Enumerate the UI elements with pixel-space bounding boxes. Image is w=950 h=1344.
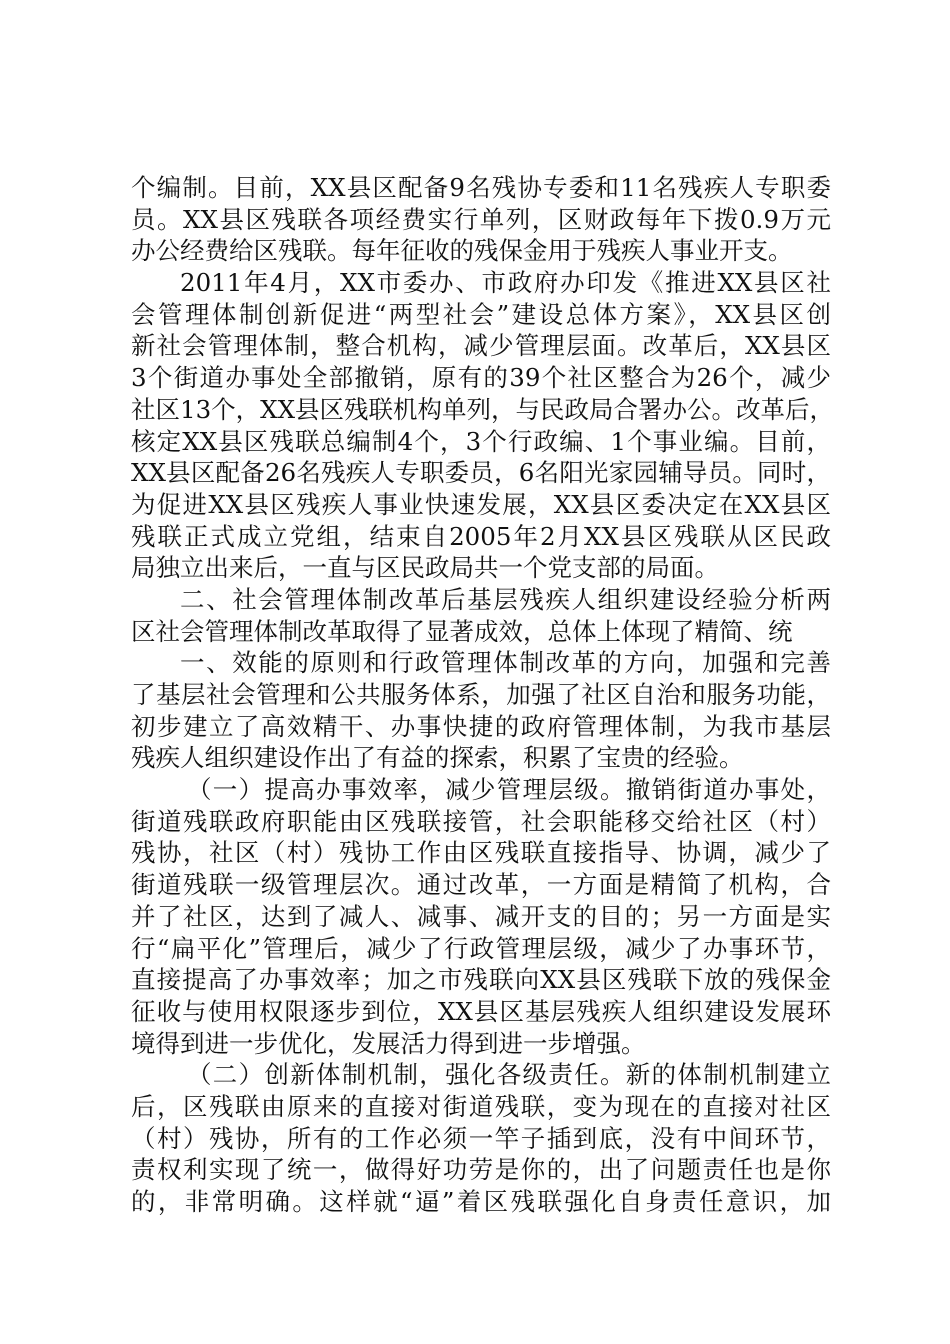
text-line: 一、效能的原则和行政管理体制改革的方向，加强和完善 bbox=[180, 648, 831, 678]
paragraph bbox=[131, 584, 831, 647]
text-line: 街道残联政府职能由区残联接管，社会职能移交给社区（村） bbox=[131, 806, 831, 836]
text-line: 3个街道办事处全部撤销，原有的39个社区整合为26个，减少 bbox=[131, 363, 831, 393]
text-line: 社区13个，XX县区残联机构单列，与民政局合署办公。改革后， bbox=[131, 394, 835, 424]
text-line: 个编制。目前，XX县区配备9名残协专委和11名残疾人专职委 bbox=[131, 173, 831, 202]
text-line: 为促进XX县区残疾人事业快速发展，XX县区委决定在XX县区 bbox=[131, 489, 831, 519]
text-line: 责权利实现了统一，做得好功劳是你的，出了问题责任也是你 bbox=[131, 1155, 831, 1185]
text-line: 并了社区，达到了减人、减事、减开支的目的；另一方面是实 bbox=[131, 901, 831, 931]
text-line: 核定XX县区残联总编制4个，3个行政编、1个事业编。目前， bbox=[131, 426, 831, 456]
text-line: 局独立出来后，一直与区民政局共一个党支部的局面。 bbox=[131, 553, 719, 583]
text-line: XX县区配备26名残疾人专职委员，6名阳光家园辅导员。同时， bbox=[131, 458, 831, 488]
text-line: 二、社会管理体制改革后基层残疾人组织建设经验分析两 bbox=[180, 584, 831, 614]
text-line: 办公经费给区残联。每年征收的残保金用于残疾人事业开支。 bbox=[131, 236, 793, 266]
text-line: 残疾人组织建设作出了有益的探索，积累了宝贵的经验。 bbox=[131, 743, 744, 773]
paragraph bbox=[131, 647, 831, 774]
text-line: 残联正式成立党组，结束自2005年2月XX县区残联从区民政 bbox=[131, 521, 831, 551]
paragraph bbox=[131, 172, 831, 267]
text-line: （村）残协，所有的工作必须一竿子插到底，没有中间环节， bbox=[131, 1123, 831, 1153]
paragraph bbox=[131, 267, 835, 584]
text-line: （一）提高办事效率，减少管理层级。撤销街道办事处， bbox=[187, 775, 831, 805]
text-line: 了基层社会管理和公共服务体系，加强了社区自治和服务功能， bbox=[131, 680, 831, 709]
text-line: 残协，社区（村）残协工作由区残联直接指导、协调，减少了 bbox=[131, 838, 831, 868]
text-line: 员。XX县区残联各项经费实行单列，区财政每年下拨0.9万元 bbox=[131, 204, 831, 234]
text-line: 行“扁平化”管理后，减少了行政管理层级，减少了办事环节， bbox=[131, 933, 831, 963]
text-line: 新社会管理体制，整合机构，减少管理层面。改革后，XX县区 bbox=[131, 331, 831, 361]
text-line: 初步建立了高效精干、办事快捷的政府管理体制，为我市基层 bbox=[131, 711, 831, 741]
text-line: 征收与使用权限逐步到位，XX县区基层残疾人组织建设发展环 bbox=[131, 996, 831, 1026]
text-line: 街道残联一级管理层次。通过改革，一方面是精简了机构，合 bbox=[131, 870, 831, 900]
text-line: 的，非常明确。这样就“逼”着区残联强化自身责任意识，加 bbox=[131, 1187, 831, 1216]
text-line: 直接提高了办事效率；加之市残联向XX县区残联下放的残保金 bbox=[131, 965, 831, 995]
text-line: 后，区残联由原来的直接对街道残联，变为现在的直接对社区 bbox=[131, 1091, 831, 1121]
document-body bbox=[131, 172, 835, 1218]
text-line: 区社会管理体制改革取得了显著成效，总体上体现了精简、统 bbox=[131, 616, 793, 646]
text-line: 境得到进一步优化，发展活力得到进一步增强。 bbox=[131, 1028, 646, 1058]
text-line: 会管理体制创新促进“两型社会”建设总体方案》，XX县区创 bbox=[131, 299, 831, 329]
paragraph bbox=[131, 1059, 831, 1217]
text-line: 2011年4月，XX市委办、市政府办印发《推进XX县区社 bbox=[180, 268, 831, 298]
text-line: （二）创新体制机制，强化各级责任。新的体制机制建立 bbox=[187, 1060, 831, 1090]
paragraph bbox=[131, 774, 831, 1059]
